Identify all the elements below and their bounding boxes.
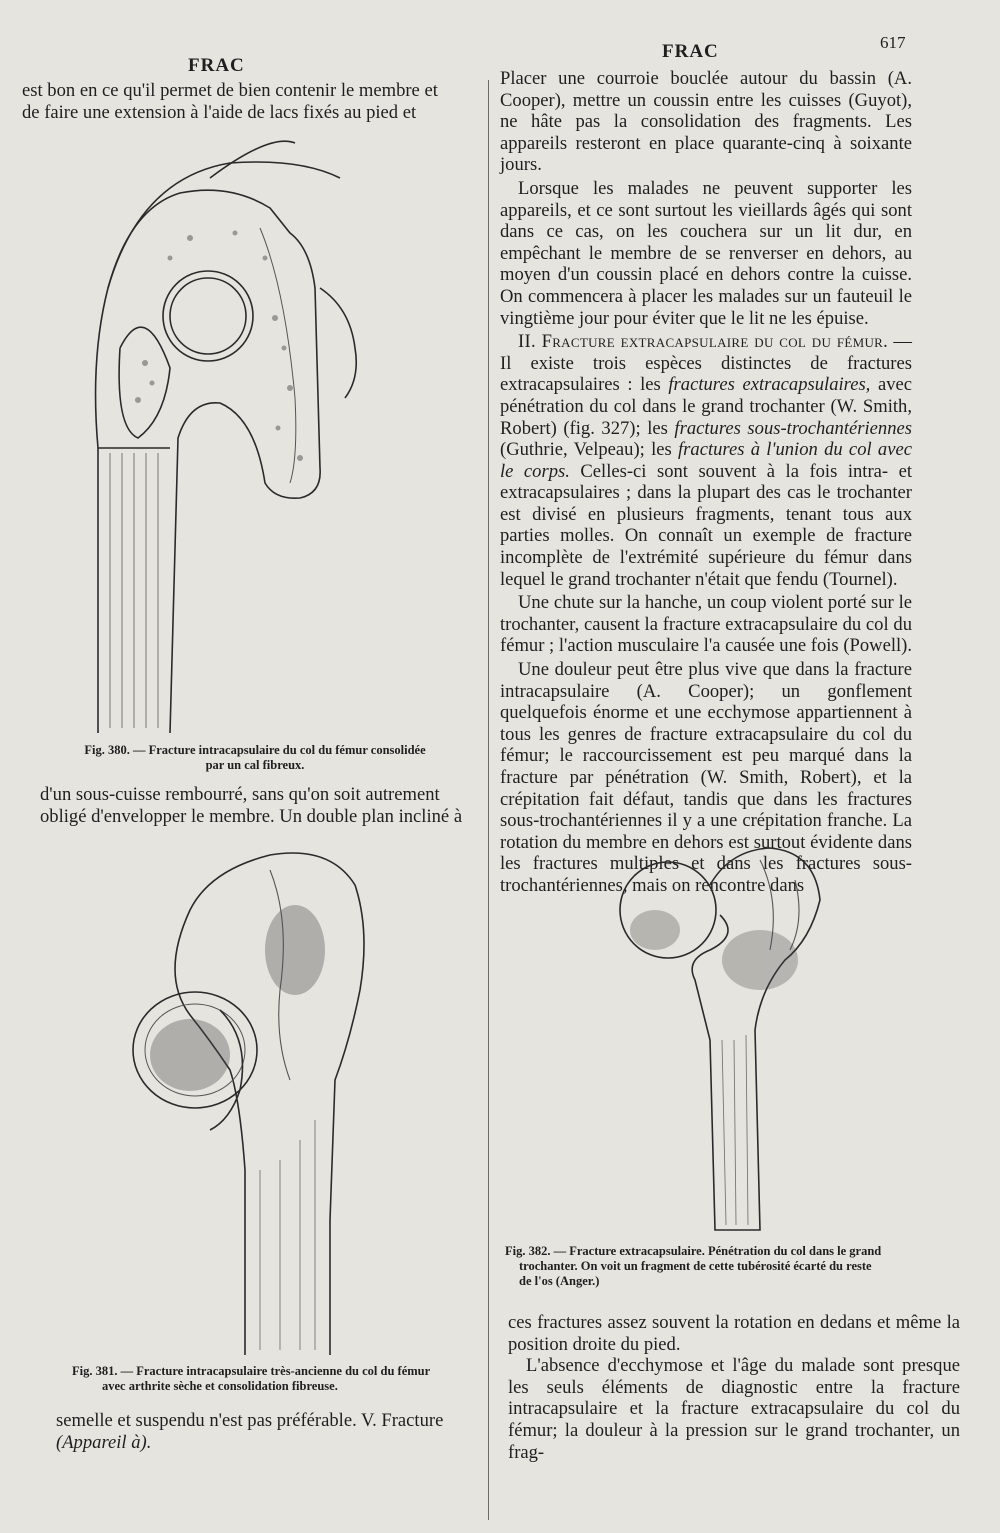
figure-382-caption xyxy=(505,1244,955,1289)
column-divider xyxy=(488,80,489,1520)
text-line: de faire une extension à l'aide de lacs fixés au pied et xyxy=(22,101,417,123)
caption-line: Fig. 380. — Fracture intracapsulaire du col du fémur consolidée xyxy=(84,743,426,757)
figure-380-illustration xyxy=(60,138,440,738)
left-paragraph-bottom xyxy=(56,1410,488,1453)
page-number: 617 xyxy=(880,33,906,52)
running-head-left: FRAC xyxy=(188,55,245,76)
paragraph: Une douleur peut être plus vive que dans la fracture intracapsulaire (A. Cooper); un gonflement quelquefois énorme et une ecchymose appartiennent à tous les genres de fracture extracapsulaire du col du fémur; le raccourcissement est peu marqué dans la fracture par pénétration (W. Smith, Robert), et la crépitation fait défaut, tandis que dans les fractures sous-trochantériennes il y a une crépitation franche. La rotation du membre en dehors est surtout évidente dans les fractures multiples et dans les fractures sous-trochantériennes, mais on rencontre dans xyxy=(500,659,912,896)
italic-term: fractures sous-trochantériennes xyxy=(674,417,912,439)
left-paragraph-middle xyxy=(40,784,470,827)
text-line: semelle et suspendu n'est pas préférable. V. Fracture xyxy=(56,1410,444,1431)
figure-380-caption xyxy=(55,743,455,773)
italic-term: fractures extracapsulaires, xyxy=(668,374,871,396)
paragraph xyxy=(500,331,912,590)
caption-line: trochanter. On voit un fragment de cette tubérosité écarté du reste xyxy=(519,1259,872,1273)
paragraph: ces fractures assez souvent la rotation en dedans et même la position droite du pied. xyxy=(508,1312,960,1355)
right-text-bottom xyxy=(508,1312,960,1463)
right-text-top xyxy=(500,68,912,897)
figure-381-illustration xyxy=(120,840,380,1360)
caption-line: avec arthrite sèche et consolidation fibreuse. xyxy=(102,1379,338,1393)
paragraph: L'absence d'ecchymose et l'âge du malade sont presque les seuls éléments de diagnostic entre la fracture intracapsulaire et la fracture extracapsulaire du col du fémur; la douleur à la pression sur le grand trochanter, un frag- xyxy=(508,1355,960,1463)
text-line: est bon en ce qu'il permet de bien contenir le membre et xyxy=(22,80,438,101)
paragraph: Une chute sur la hanche, un coup violent porté sur le trochanter, causent la fracture extracapsulaire du col du fémur ; l'action musculaire l'a causée une fois (Powell). xyxy=(500,592,913,657)
caption-line: de l'os (Anger.) xyxy=(519,1274,600,1288)
text-run: Celles-ci sont souvent à la fois intra- et extracapsulaires ; dans la plupart des cas le trochanter est divisé en plusieurs fragments, tenant tous aux parties molles. On connaît un exemple de fracture incomplète de l'extrémité supérieure du fémur dans lequel le grand trochanter n'était que fendu (Tournel). xyxy=(500,460,912,590)
text-line: (Appareil à). xyxy=(56,1431,152,1453)
paragraph: Lorsque les malades ne peuvent supporter les appareils, et ce sont surtout les vieillards âgés qui sont dans ce cas, on les couchera sur un lit dur, en empêchant le membre de se renverser en dehors, au moyen d'un coussin placé en dehors contre la cuisse. On commencera à placer les malades sur un fauteuil le vingtième jour pour éviter que le lit ne les épuise. xyxy=(500,177,912,329)
text-run: — Il existe trois espèces distinctes de fractures extracapsulaires : les xyxy=(500,331,912,396)
paragraph: Placer une courroie bouclée autour du bassin (A. Cooper), mettre un coussin entre les cuisses (Guyot), ne hâte pas la consolidation des fragments. Les appareils resteront en place quarante-cinq à soixante jours. xyxy=(500,68,912,176)
caption-line: par un cal fibreux. xyxy=(205,758,305,772)
text-run: avec pénétration du col dans le grand trochanter (W. Smith, Robert) (fig. 327); les xyxy=(500,374,912,439)
caption-line: Fig. 381. — Fracture intracapsulaire très-ancienne du col du fémur xyxy=(72,1364,431,1378)
text-line: d'un sous-cuisse rembourré, sans qu'on soit autrement xyxy=(40,784,440,805)
figure-382-illustration xyxy=(610,840,870,1240)
text-run: (Guthrie, Velpeau); les xyxy=(500,439,679,461)
section-heading: II. Fracture extracapsulaire du col du fémur. xyxy=(518,331,889,353)
caption-line: Fig. 382. — Fracture extracapsulaire. Pénétration du col dans le grand xyxy=(505,1244,882,1258)
running-head-right: FRAC xyxy=(662,41,719,62)
figure-381-caption xyxy=(72,1364,492,1394)
text-line: obligé d'envelopper le membre. Un double plan incliné à xyxy=(40,805,463,827)
left-paragraph-top xyxy=(22,80,450,123)
italic-term: fractures à l'union du col avec le corps. xyxy=(500,439,912,482)
